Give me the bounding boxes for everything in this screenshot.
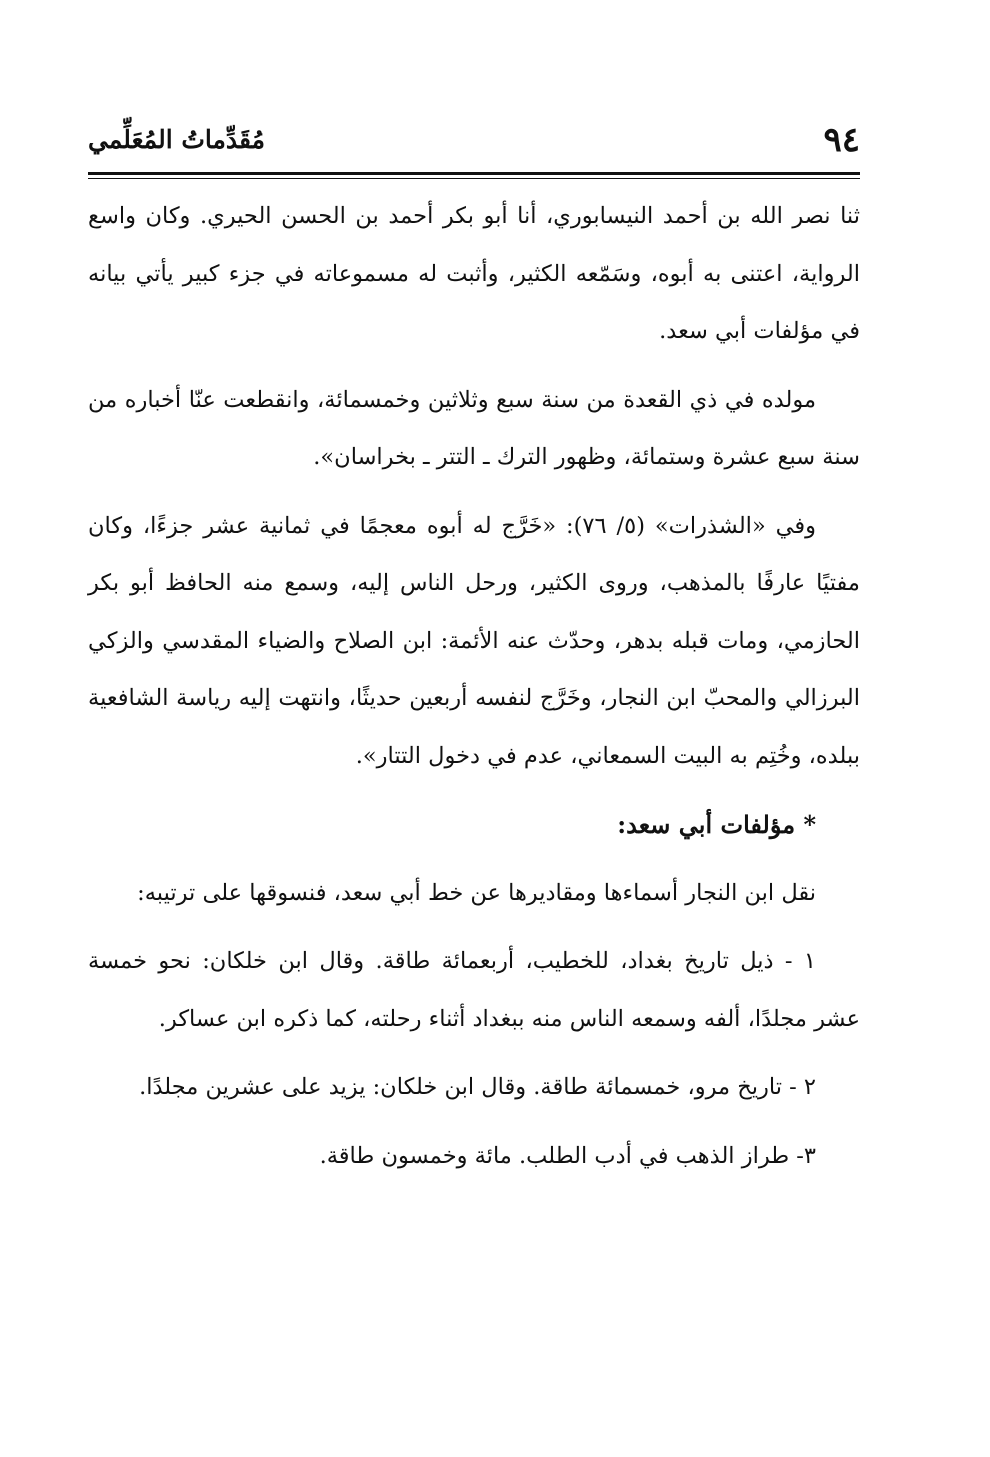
intro-paragraph: نقل ابن النجار أسماءها ومقاديرها عن خط أبي سعد، فنسوقها على ترتيبه: (137, 879, 816, 906)
page-header (88, 118, 860, 170)
paragraph-1: ثنا نصر الله بن أحمد النيسابوري، أنا أبو بكر أحمد بن الحسن الحيري. وكان واسع الرواية، اعتنى به أبوه، وسَمّعه الكثير، وأثبت له مسموعاته في جزء كبير يأتي بيانه في مؤلفات أبي سعد. (88, 203, 860, 344)
section-heading: * مؤلفات أبي سعد: (617, 810, 816, 839)
work-item-1: ١ - ذيل تاريخ بغداد، للخطيب، أربعمائة طاقة. وقال ابن خلكان: نحو خمسة عشر مجلدًا، ألفه وسمعه الناس منه ببغداد أثناء رحلته، كما ذكره ابن عساكر. (88, 948, 860, 1032)
body-text (88, 188, 860, 1196)
work-item-3: ٣- طراز الذهب في أدب الطلب. مائة وخمسون طاقة. (319, 1142, 816, 1169)
work-item-2: ٢ - تاريخ مرو، خمسمائة طاقة. وقال ابن خلكان: يزيد على عشرين مجلدًا. (139, 1074, 816, 1100)
paragraph-2: مولده في ذي القعدة من سنة سبع وثلاثين وخمسمائة، وانقطعت عنّا أخباره من سنة سبع عشرة وستمائة، وظهور الترك ـ التتر ـ بخراسان». (88, 386, 860, 470)
running-title: مُقَدِّماتُ المُعَلِّمي (88, 125, 266, 154)
header-rule-thick (88, 172, 860, 175)
header-rule-thin (88, 178, 860, 179)
page-number: ٩٤ (823, 120, 860, 160)
paragraph-3: وفي «الشذرات» (٥/ ٧٦): «خَرَّج له أبوه معجمًا في ثمانية عشر جزءًا، وكان مفتيًا عارفًا بالمذهب، وروى الكثير، ورحل الناس إليه، وسمع منه الحافظ أبو بكر الحازمي، ومات قبله بدهر، وحدّث عنه الأئمة: ابن الصلاح والضياء المقدسي والزكي البرزالي والمحبّ ابن النجار، وخَرَّج لنفسه أربعين حديثًا، وانتهت إليه رياسة الشافعية ببلده، وخُتِم به البيت السمعاني، عدم في دخول التتار». (88, 512, 860, 769)
